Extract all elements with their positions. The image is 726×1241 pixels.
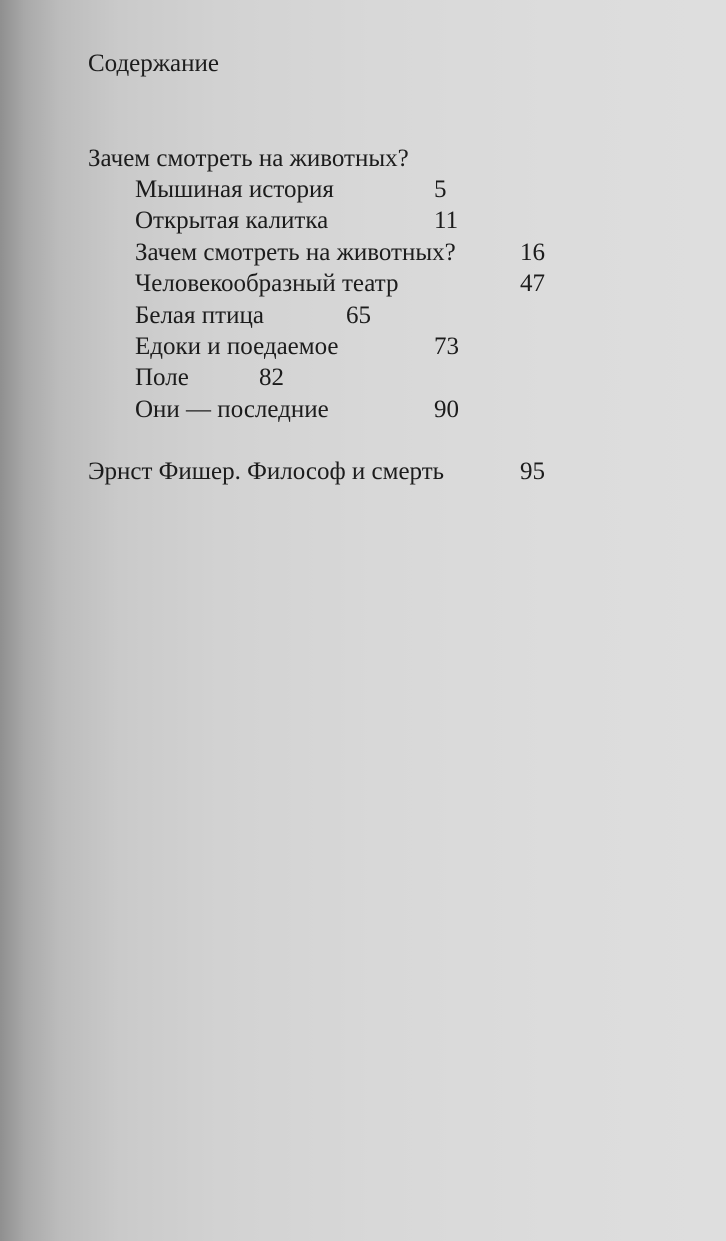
toc-entry-page: 16 [520,239,545,266]
toc-entry-title: Поле [135,364,189,391]
toc-entry-title: Открытая калитка [135,207,329,234]
toc-entry-title: Человекообразный театр [135,270,399,297]
toc-entry-title: Едоки и поедаемое [135,333,339,360]
toc-entry-title: Белая птица [135,302,264,329]
toc-entry-page: 82 [259,364,284,391]
toc-section-title-text: Зачем смотреть на животных? [88,145,409,172]
toc-entry-page: 47 [520,270,545,297]
toc-entry-page: 11 [434,207,459,234]
toc-entry-title: Мышиная история [135,176,334,203]
toc-entry-title: Зачем смотреть на животных? [135,239,456,266]
toc-entry-title: Они — последние [135,396,329,423]
toc-entry-page: 90 [434,396,459,423]
contents-heading: Содержание [88,50,219,77]
toc-entry-page: 65 [346,302,371,329]
toc-entry-page: 73 [434,333,459,360]
toc-entry-page: 5 [434,176,447,203]
toc-section-page: 95 [520,458,545,485]
toc-section-title-text: Эрнст Фишер. Философ и смерть [88,458,445,485]
